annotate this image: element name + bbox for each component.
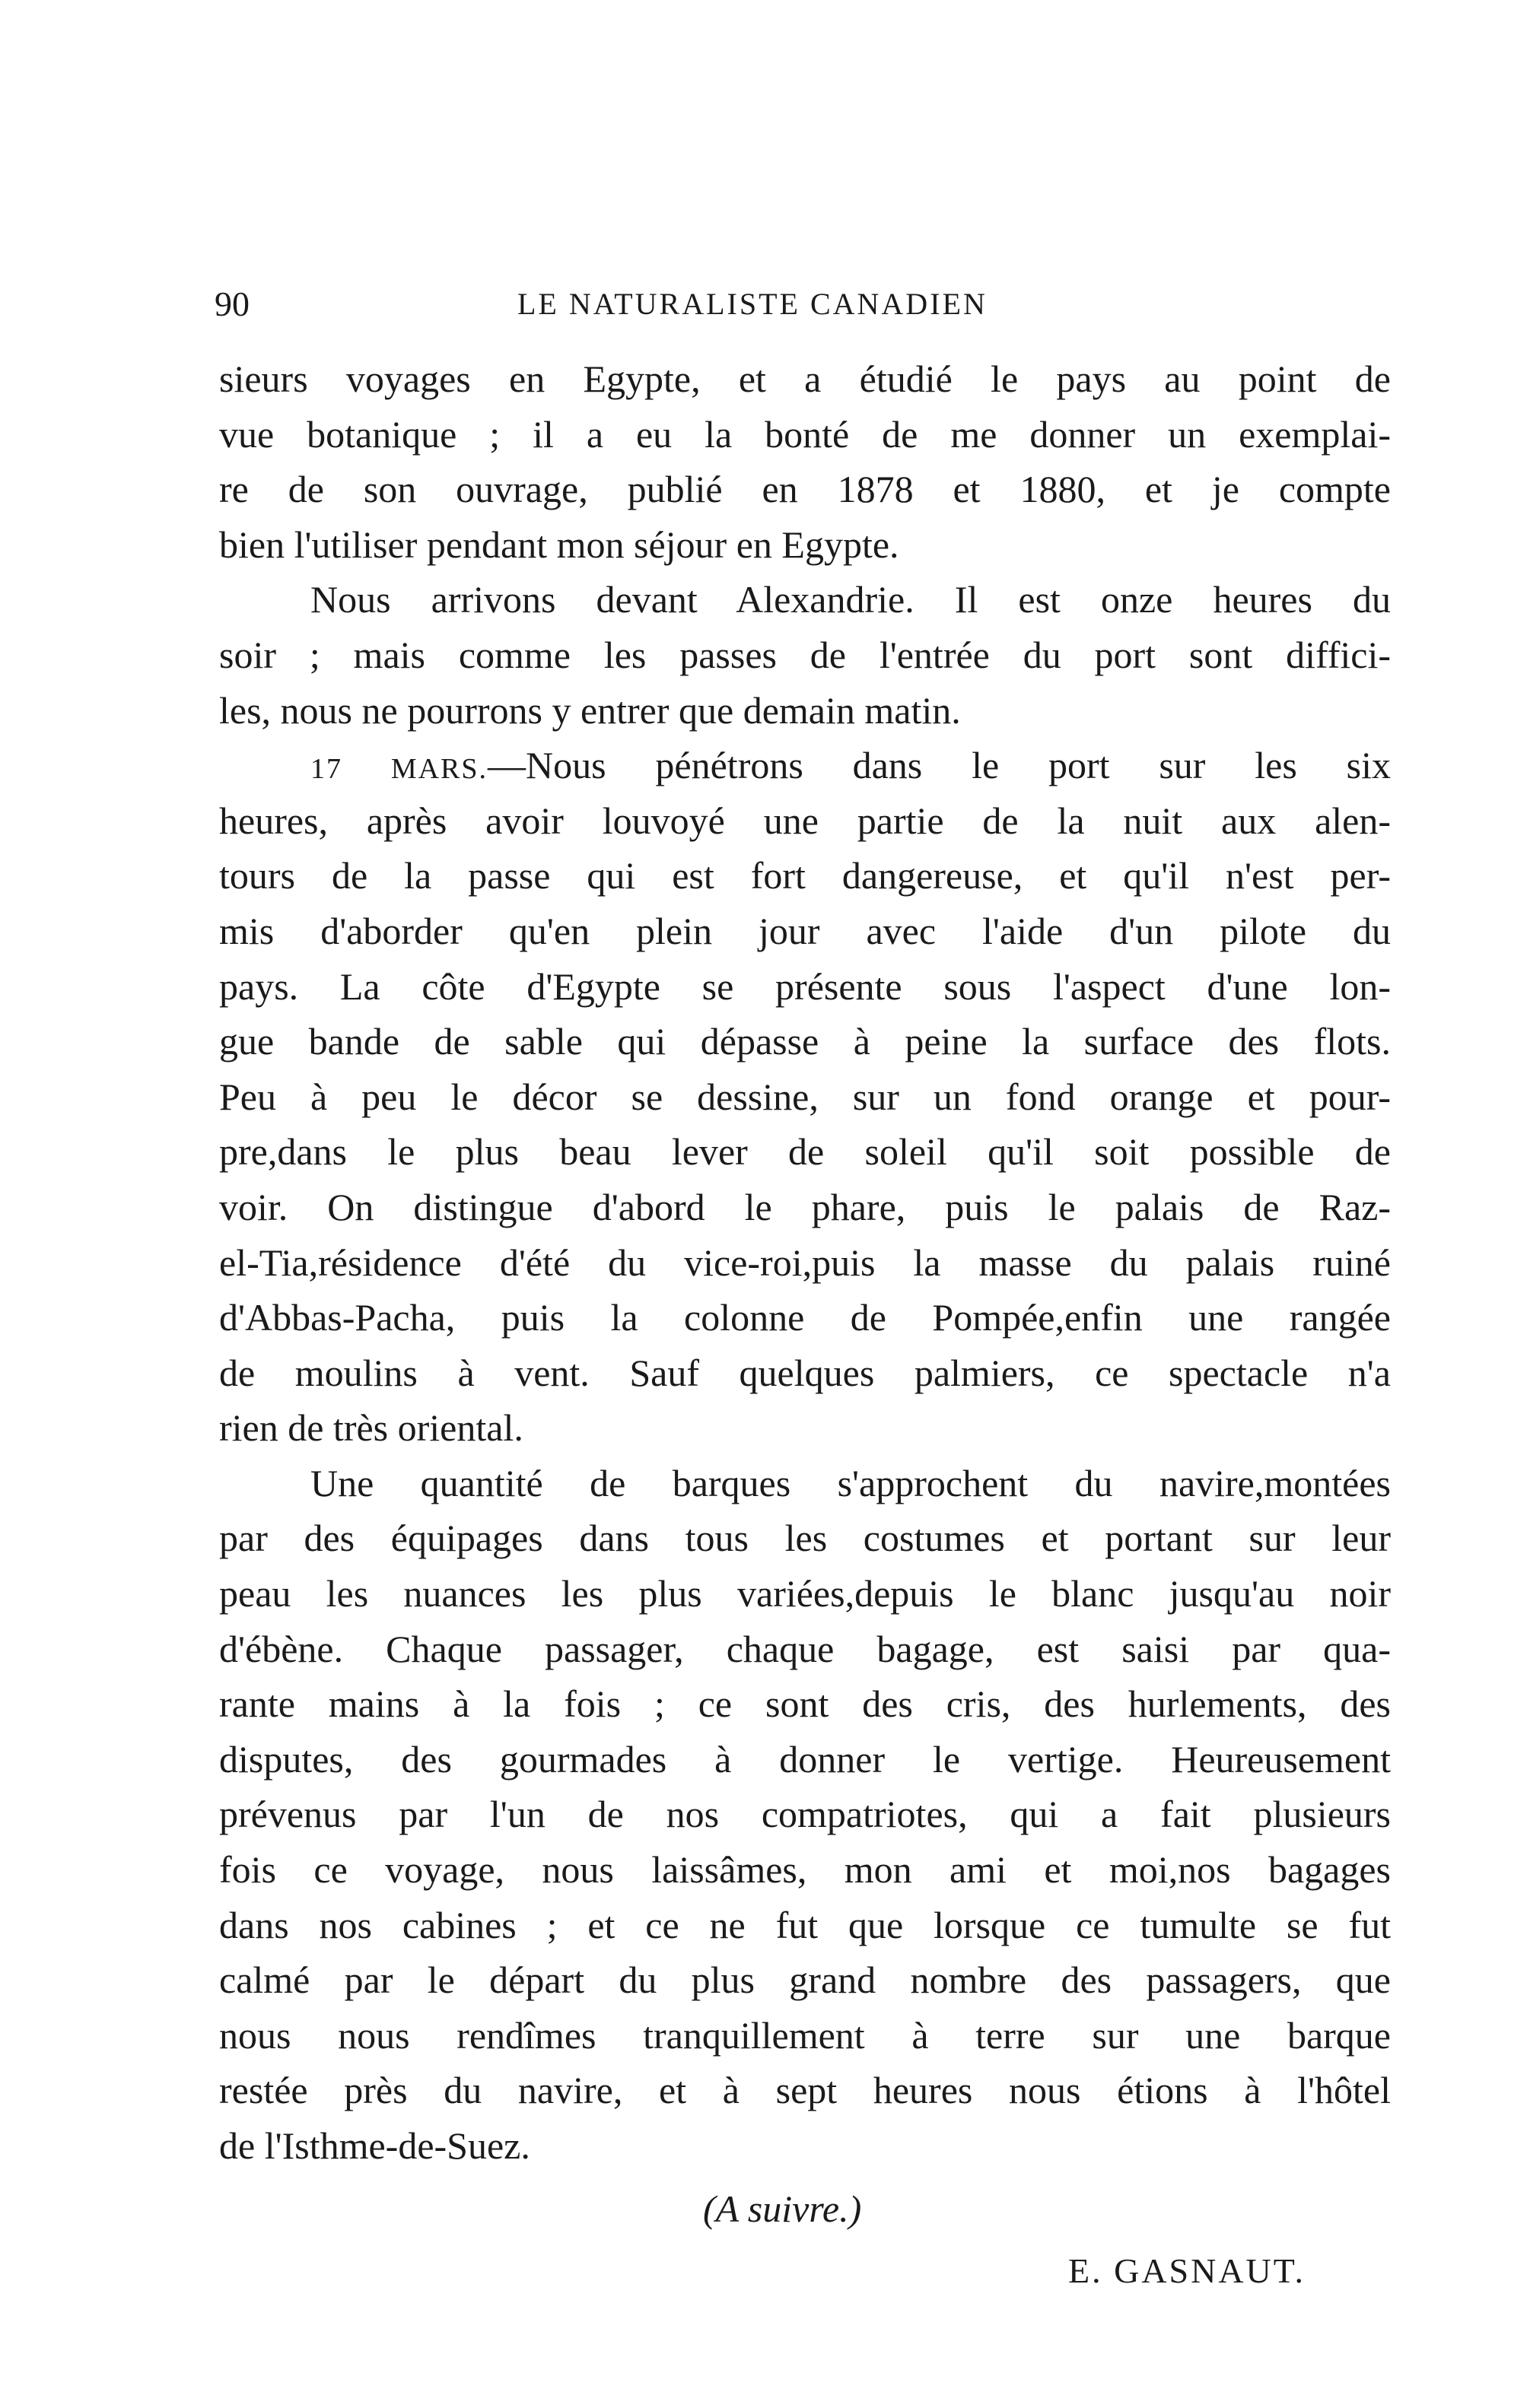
text-line: gue bande de sable qui dépasse à peine la surface des flots. <box>219 1020 1391 1063</box>
journal-title: LE NATURALISTE CANADIEN <box>517 287 988 321</box>
text-line: fois ce voyage, nous laissâmes, mon ami et moi,nos bagages <box>219 1848 1391 1892</box>
text-line-rest: —Nous pénétrons dans le port sur les six <box>488 744 1391 787</box>
text-line: heures, après avoir louvoyé une partie de la nuit aux alen- <box>219 799 1391 842</box>
text-line: el-Tia,résidence d'été du vice-roi,puis la masse du palais ruiné <box>219 1241 1391 1284</box>
text-line: pre,dans le plus beau lever de soleil qu'il soit possible de <box>219 1130 1391 1174</box>
text-line: Peu à peu le décor se dessine, sur un fond orange et pour- <box>219 1075 1391 1118</box>
body-text <box>219 351 1391 2174</box>
author-signature: E. GASNAUT. <box>1068 2251 1306 2290</box>
text-line: rien de très oriental. <box>219 1406 523 1450</box>
paragraph <box>219 1456 1391 2174</box>
text-line: dans nos cabines ; et ce ne fut que lorsque ce tumulte se fut <box>219 1903 1391 1946</box>
text-line: pays. La côte d'Egypte se présente sous l'aspect d'une lon- <box>219 964 1391 1008</box>
text-line: Une quantité de barques s'approchent du navire,montées <box>310 1461 1391 1504</box>
paragraph <box>219 738 1391 1456</box>
page-number: 90 <box>215 284 250 323</box>
text-line: par des équipages dans tous les costumes et portant sur leur <box>219 1517 1391 1560</box>
text-line: de l'Isthme-de-Suez. <box>219 2124 530 2167</box>
text-line: voir. On distingue d'abord le phare, puis le palais de Raz- <box>219 1185 1391 1228</box>
text-line: rante mains à la fois ; ce sont des cris, des hurlements, des <box>219 1682 1391 1726</box>
text-line: de moulins à vent. Sauf quelques palmiers, ce spectacle n'a <box>219 1351 1391 1394</box>
text-line: mis d'aborder qu'en plein jour avec l'aide d'un pilote du <box>219 909 1391 952</box>
text-line: vue botanique ; il a eu la bonté de me donner un exemplai- <box>219 412 1391 456</box>
text-line: peau les nuances les plus variées,depuis le blanc jusqu'au noir <box>219 1572 1391 1615</box>
text-line: tours de la passe qui est fort dangereuse, et qu'il n'est per- <box>219 854 1391 897</box>
paragraph <box>219 351 1391 572</box>
text-line: prévenus par l'un de nos compatriotes, qui a fait plusieurs <box>219 1793 1391 1836</box>
text-line: d'ébène. Chaque passager, chaque bagage, est saisi par qua- <box>219 1627 1391 1670</box>
text-line: les, nous ne pourrons y entrer que demain matin. <box>219 688 961 732</box>
running-head <box>215 281 1386 327</box>
text-line <box>219 738 1391 793</box>
text-line: bien l'utiliser pendant mon séjour en Egypte. <box>219 523 899 566</box>
text-line: Nous arrivons devant Alexandrie. Il est onze heures du <box>310 578 1391 621</box>
text-line: disputes, des gourmades à donner le vertige. Heureusement <box>219 1737 1391 1781</box>
text-line: re de son ouvrage, publié en 1878 et 1880, et je compte <box>219 468 1391 511</box>
date-label: 17 MARS. <box>310 753 488 786</box>
text-line: soir ; mais comme les passes de l'entrée du port sont diffici- <box>219 633 1391 676</box>
text-line: nous nous rendîmes tranquillement à terre sur une barque <box>219 2013 1391 2057</box>
text-line: calmé par le départ du plus grand nombre des passagers, que <box>219 1958 1391 2002</box>
continuation-note: (A suivre.) <box>703 2187 862 2230</box>
paragraph <box>219 572 1391 738</box>
text-line: d'Abbas-Pacha, puis la colonne de Pompée,enfin une rangée <box>219 1296 1391 1339</box>
text-line: restée près du navire, et à sept heures nous étions à l'hôtel <box>219 2069 1391 2112</box>
text-line: sieurs voyages en Egypte, et a étudié le pays au point de <box>219 357 1391 400</box>
